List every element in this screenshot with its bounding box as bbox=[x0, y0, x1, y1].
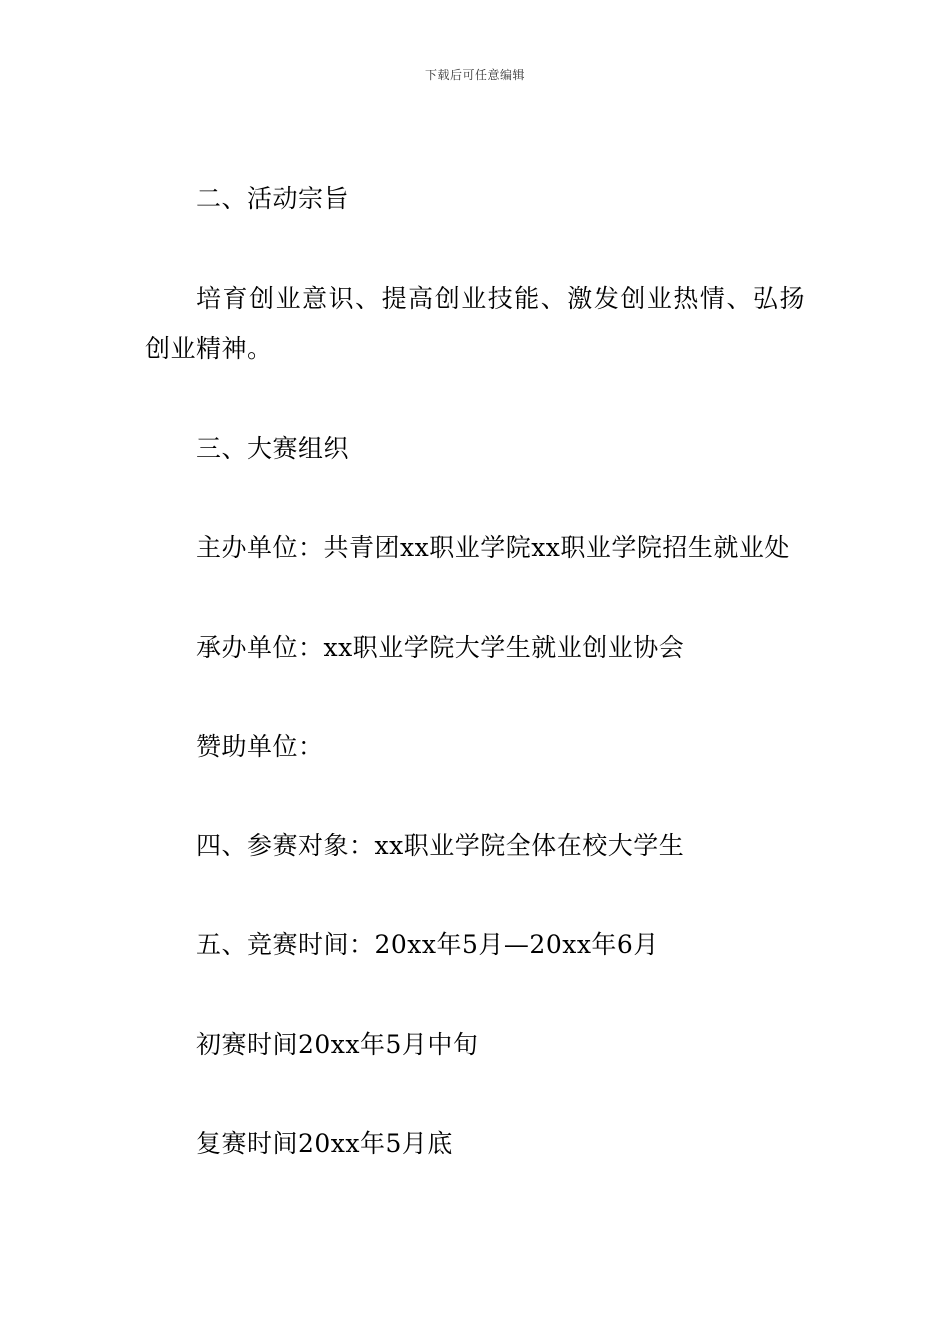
sponsor-line: 赞助单位： bbox=[196, 732, 324, 761]
participants-line: 四、参赛对象：xx职业学院全体在校大学生 bbox=[196, 831, 685, 860]
preliminary-time-line: 初赛时间20xx年5月中旬 bbox=[196, 1030, 479, 1059]
competition-time-line: 五、竞赛时间：20xx年5月—20xx年6月 bbox=[196, 930, 659, 959]
page-header: 下载后可任意编辑 bbox=[424, 68, 525, 82]
semifinal-time-line: 复赛时间20xx年5月底 bbox=[196, 1129, 453, 1158]
section-heading-organization: 三、大赛组织 bbox=[196, 434, 350, 463]
purpose-paragraph: 培育创业意识、提高创业技能、激发创业热情、弘扬创业精神。 bbox=[145, 284, 805, 363]
section-heading-purpose: 二、活动宗旨 bbox=[196, 184, 350, 213]
organizer-line: 主办单位：共青团xx职业学院xx职业学院招生就业处 bbox=[196, 533, 790, 562]
co-organizer-line: 承办单位：xx职业学院大学生就业创业协会 bbox=[196, 633, 685, 662]
